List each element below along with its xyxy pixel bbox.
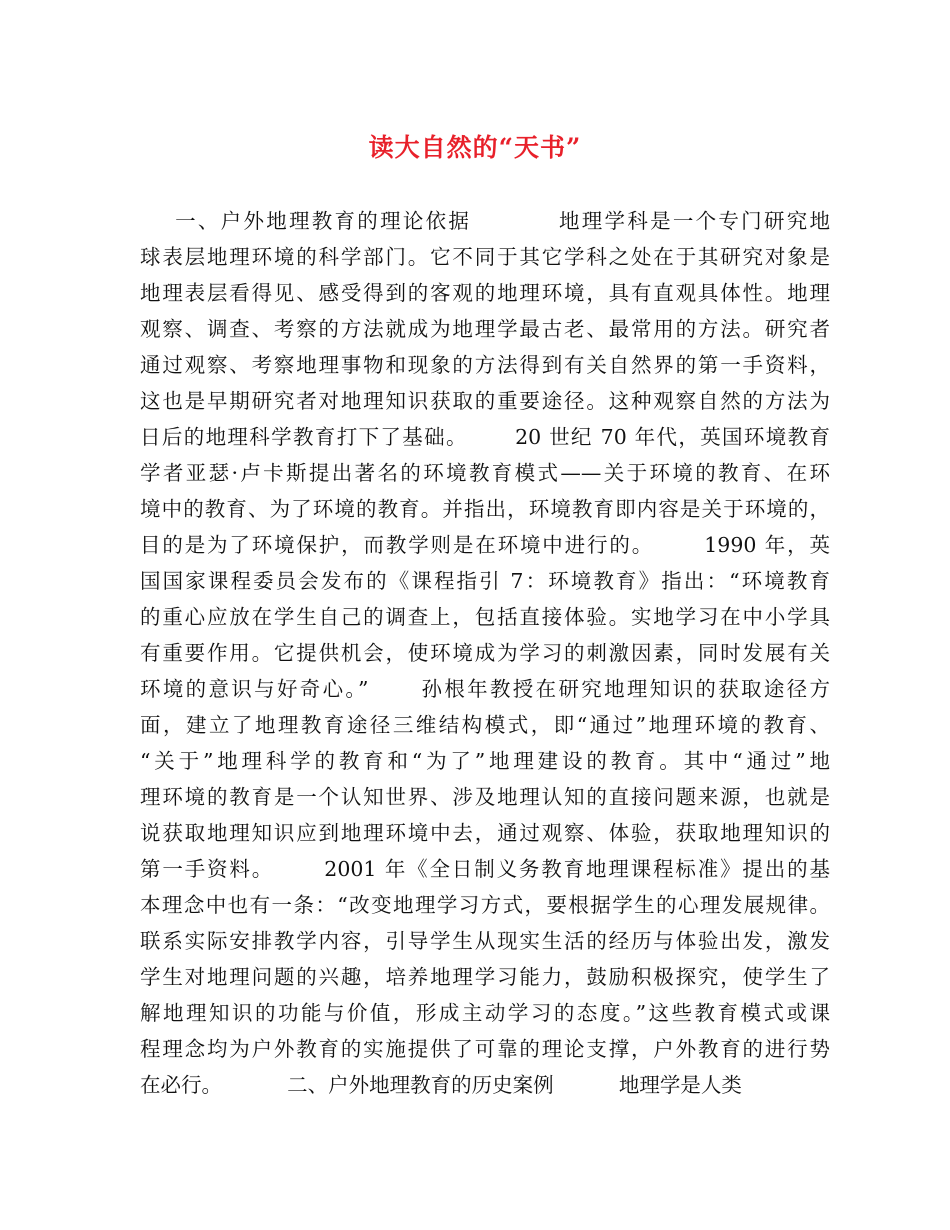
text-line: 本理念中也有一条：“改变地理学习方式，要根据学生的心理发展规律。 <box>140 893 830 917</box>
text-line: 理环境的教育是一个认知世界、涉及地理认知的直接问题来源，也就是 <box>140 785 830 809</box>
text-line: 境中的教育、为了环境的教育。并指出，环境教育即内容是关于环境的， <box>140 497 830 521</box>
text-line: 球表层地理环境的科学部门。它不同于其它学科之处在于其研究对象是 <box>140 245 830 269</box>
text-line: 第一手资料。 2001 年《全日制义务教育地理课程标准》提出的基 <box>140 857 830 881</box>
text-line: “关于”地理科学的教育和“为了”地理建设的教育。其中“通过”地 <box>140 749 830 773</box>
text-line: 环境的意识与好奇心。” 孙根年教授在研究地理知识的获取途径方 <box>140 677 830 701</box>
text-line: 学生对地理问题的兴趣，培养地理学习能力，鼓励积极探究，使学生了 <box>140 965 830 989</box>
text-line: 程理念均为户外教育的实施提供了可靠的理论支撑，户外教育的进行势 <box>140 1037 830 1061</box>
text-line: 联系实际安排教学内容，引导学生从现实生活的经历与体验出发，激发 <box>140 929 830 953</box>
text-line: 面，建立了地理教育途径三维结构模式，即“通过”地理环境的教育、 <box>140 713 830 737</box>
document-title: 读大自然的“天书” <box>368 133 582 162</box>
text-line: 目的是为了环境保护，而教学则是在环境中进行的。 1990 年，英 <box>140 533 830 557</box>
text-line: 解地理知识的功能与价值，形成主动学习的态度。”这些教育模式或课 <box>140 1001 830 1025</box>
text-line: 说获取地理知识应到地理环境中去，通过观察、体验，获取地理知识的 <box>140 821 830 845</box>
text-line: 这也是早期研究者对地理知识获取的重要途径。这种观察自然的方法为 <box>140 389 830 413</box>
text-line: 日后的地理科学教育打下了基础。 20 世纪 70 年代，英国环境教育 <box>140 425 830 449</box>
text-line: 国国家课程委员会发布的《课程指引 7：环境教育》指出：“环境教育 <box>140 569 830 593</box>
document-body <box>140 203 830 1103</box>
text-line: 的重心应放在学生自己的调查上，包括直接体验。实地学习在中小学具 <box>140 605 830 629</box>
text-line: 学者亚瑟·卢卡斯提出著名的环境教育模式——关于环境的教育、在环 <box>140 461 830 485</box>
text-line: 通过观察、考察地理事物和现象的方法得到有关自然界的第一手资料， <box>140 353 830 377</box>
text-line: 地理表层看得见、感受得到的客观的地理环境，具有直观具体性。地理 <box>140 281 830 305</box>
text-line: 在必行。 二、户外地理教育的历史案例 地理学是人类 <box>140 1073 742 1097</box>
text-line: 有重要作用。它提供机会，使环境成为学习的刺激因素，同时发展有关 <box>140 641 830 665</box>
text-line: 一、户外地理教育的理论依据 地理学科是一个专门研究地 <box>140 209 830 233</box>
text-line: 观察、调查、考察的方法就成为地理学最古老、最常用的方法。研究者 <box>140 317 830 341</box>
